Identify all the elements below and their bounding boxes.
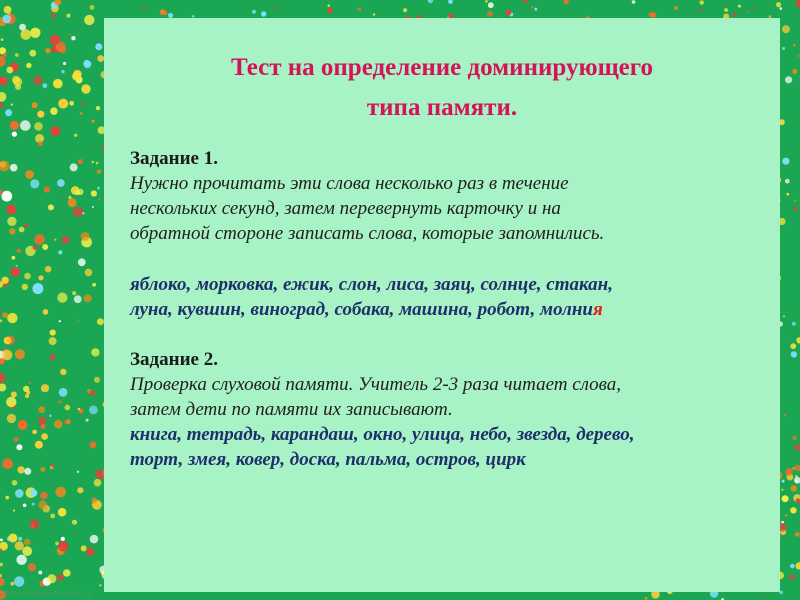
confetti-dot — [99, 584, 101, 586]
confetti-dot — [793, 207, 798, 212]
confetti-dot — [789, 574, 795, 580]
confetti-dot — [50, 330, 56, 336]
confetti-dot — [780, 7, 783, 10]
confetti-dot — [782, 158, 789, 165]
confetti-dot — [30, 179, 39, 188]
confetti-dot — [41, 384, 49, 392]
confetti-dot — [57, 179, 65, 187]
confetti-dot — [142, 5, 145, 8]
confetti-dot — [645, 597, 648, 600]
confetti-dot — [700, 0, 704, 4]
confetti-dot — [55, 487, 66, 498]
confetti-dot — [12, 256, 16, 260]
confetti-dot — [34, 234, 45, 245]
confetti-dot — [81, 84, 90, 93]
watermark: http://linda6035.ucoz.ru/ — [6, 589, 92, 598]
confetti-dot — [49, 337, 57, 345]
confetti-dot — [24, 224, 28, 228]
confetti-dot — [25, 170, 34, 179]
confetti-dot — [97, 169, 102, 174]
confetti-dot — [57, 293, 67, 303]
confetti-dot — [55, 542, 59, 546]
confetti-dot — [26, 63, 31, 68]
confetti-dot — [97, 318, 104, 325]
confetti-dot — [448, 0, 453, 4]
confetti-dot — [63, 62, 66, 65]
confetti-dot — [796, 562, 800, 569]
confetti-dot — [16, 444, 22, 450]
confetti-dot — [0, 76, 8, 85]
confetti-dot — [782, 25, 790, 33]
confetti-dot — [7, 414, 16, 423]
confetti-dot — [38, 275, 43, 280]
confetti-dot — [38, 406, 45, 413]
confetti-dot — [733, 13, 737, 17]
confetti-dot — [794, 465, 800, 472]
confetti-dot — [795, 532, 800, 537]
confetti-dot — [23, 504, 27, 508]
confetti-dot — [33, 76, 43, 86]
confetti-dot — [0, 384, 6, 392]
confetti-dot — [45, 266, 52, 273]
confetti-dot — [49, 414, 52, 417]
task2-words-2: торт, змея, ковер, доска, пальма, остров, цирк — [130, 449, 526, 470]
confetti-dot — [30, 519, 39, 528]
confetti-dot — [17, 466, 24, 473]
confetti-dot — [90, 5, 95, 10]
confetti-dot — [699, 9, 702, 12]
confetti-dot — [11, 267, 20, 276]
confetti-dot — [24, 273, 31, 280]
confetti-dot — [62, 236, 70, 244]
confetti-dot — [782, 47, 785, 50]
confetti-dot — [72, 291, 76, 295]
confetti-dot — [403, 8, 407, 12]
confetti-dot — [90, 535, 99, 544]
confetti-dot — [790, 564, 795, 569]
confetti-dot — [74, 295, 82, 303]
confetti-dot — [674, 6, 678, 10]
confetti-dot — [783, 315, 785, 317]
confetti-dot — [30, 28, 40, 38]
confetti-dot — [50, 464, 54, 468]
confetti-dot — [488, 2, 494, 8]
task2-instruction-1: Проверка слуховой памяти. Учитель 2-3 раза читает слова, — [130, 374, 622, 395]
confetti-dot — [54, 239, 56, 241]
confetti-dot — [72, 73, 80, 81]
confetti-dot — [787, 193, 790, 196]
confetti-dot — [78, 258, 86, 266]
confetti-dot — [15, 349, 25, 359]
confetti-dot — [84, 60, 92, 68]
confetti-dot — [59, 388, 68, 397]
confetti-dot — [96, 162, 99, 165]
confetti-dot — [5, 496, 9, 500]
confetti-dot — [90, 442, 97, 449]
confetti-dot — [7, 313, 17, 323]
confetti-dot — [785, 514, 788, 517]
confetti-dot — [30, 490, 37, 497]
confetti-dot — [63, 569, 71, 577]
confetti-dot — [10, 582, 14, 586]
confetti-dot — [80, 112, 83, 115]
confetti-dot — [58, 250, 62, 254]
confetti-dot — [58, 99, 68, 109]
confetti-dot — [78, 159, 83, 164]
confetti-dot — [65, 405, 71, 411]
confetti-dot — [9, 228, 15, 234]
confetti-dot — [4, 6, 12, 14]
confetti-dot — [29, 382, 31, 384]
confetti-dot — [38, 571, 42, 575]
confetti-dot — [47, 574, 56, 583]
confetti-dot — [82, 102, 85, 105]
confetti-dot — [14, 576, 24, 586]
confetti-dot — [68, 196, 71, 199]
confetti-dot — [0, 92, 6, 102]
confetti-dot — [790, 507, 796, 513]
confetti-dot — [783, 414, 786, 417]
title-line-1: Тест на определение доминирующего — [230, 54, 654, 81]
task1-words-1: яблоко, морковка, ежик, слон, лиса, заяц, солнце, стакан, — [130, 274, 613, 295]
confetti-dot — [75, 190, 80, 195]
confetti-dot — [2, 15, 11, 24]
confetti-dot — [58, 541, 68, 551]
confetti-dot — [785, 179, 790, 184]
confetti-dot — [15, 84, 21, 90]
confetti-dot — [92, 206, 94, 208]
confetti-dot — [38, 417, 46, 425]
confetti-dot — [792, 322, 796, 326]
confetti-dot — [18, 537, 22, 541]
confetti-dot — [506, 10, 512, 16]
confetti-dot — [11, 104, 13, 106]
confetti-dot — [752, 7, 754, 9]
confetti-dot — [85, 269, 93, 277]
confetti-dot — [50, 107, 58, 115]
confetti-dot — [59, 320, 61, 322]
confetti-dot — [1, 38, 4, 41]
confetti-dot — [91, 348, 99, 356]
confetti-dot — [11, 392, 17, 398]
confetti-dot — [8, 534, 17, 543]
confetti-dot — [99, 198, 101, 200]
confetti-dot — [0, 102, 3, 108]
confetti-dot — [4, 337, 12, 345]
task2-words-1: книга, тетрадь, карандаш, окно, улица, небо, звезда, дерево, — [130, 424, 635, 445]
confetti-dot — [81, 232, 90, 241]
confetti-dot — [0, 161, 10, 172]
confetti-dot — [14, 437, 19, 442]
task1-words-2 — [130, 297, 760, 322]
confetti-dot — [776, 2, 781, 7]
confetti-dot — [15, 489, 24, 498]
task1-words-2-last-letter: я — [592, 299, 603, 320]
confetti-dot — [32, 430, 37, 435]
confetti-dot — [71, 36, 75, 40]
confetti-dot — [2, 312, 8, 318]
confetti-dot — [92, 498, 98, 504]
confetti-dot — [0, 311, 1, 314]
confetti-dot — [92, 283, 96, 287]
confetti-dot — [6, 397, 16, 407]
confetti-dot — [22, 546, 32, 556]
confetti-dot — [61, 70, 64, 73]
confetti-dot — [12, 132, 17, 137]
confetti-dot — [77, 487, 83, 493]
task1-heading: Задание 1. — [130, 148, 218, 169]
confetti-dot — [68, 198, 77, 207]
confetti-dot — [92, 161, 94, 163]
confetti-dot — [60, 369, 66, 375]
confetti-dot — [13, 509, 15, 511]
confetti-dot — [41, 433, 48, 440]
confetti-dot — [25, 394, 29, 398]
confetti-dot — [67, 14, 71, 18]
confetti-dot — [50, 126, 60, 136]
confetti-dot — [782, 480, 785, 483]
confetti-dot — [32, 283, 43, 294]
confetti-dot — [6, 67, 13, 74]
confetti-dot — [358, 7, 361, 10]
confetti-dot — [3, 53, 7, 57]
confetti-dot — [782, 495, 789, 502]
confetti-dot — [796, 337, 800, 343]
confetti-dot — [70, 163, 78, 171]
confetti-dot — [73, 207, 84, 218]
confetti-dot — [78, 408, 81, 411]
confetti-dot — [58, 508, 67, 517]
confetti-dot — [37, 111, 44, 118]
confetti-dot — [24, 468, 31, 475]
confetti-dot — [485, 0, 488, 3]
confetti-dot — [794, 444, 800, 450]
confetti-dot — [523, 0, 529, 3]
confetti-dot — [791, 485, 798, 492]
confetti-dot — [791, 351, 797, 357]
task1-instruction-2: нескольких секунд, затем перевернуть карточку и на — [130, 198, 561, 219]
confetti-dot — [795, 0, 800, 7]
confetti-dot — [18, 420, 27, 429]
confetti-dot — [91, 190, 97, 196]
confetti-dot — [42, 244, 48, 250]
confetti-dot — [48, 204, 54, 210]
confetti-dot — [10, 121, 19, 130]
confetti-dot — [26, 391, 30, 395]
confetti-dot — [77, 471, 79, 473]
confetti-dot — [328, 4, 331, 7]
confetti-dot — [44, 187, 50, 193]
confetti-dot — [534, 8, 537, 11]
confetti-dot — [10, 164, 18, 172]
confetti-dot — [32, 503, 35, 506]
confetti-dot — [12, 480, 18, 486]
confetti-dot — [72, 520, 77, 525]
confetti-dot — [0, 578, 5, 586]
confetti-dot — [33, 245, 37, 249]
task1-instruction-3: обратной стороне записать слова, которые запомнились. — [130, 223, 605, 244]
confetti-dot — [792, 436, 796, 440]
confetti-dot — [785, 468, 793, 476]
confetti-dot — [97, 187, 100, 190]
confetti-dot — [7, 217, 16, 226]
confetti-dot — [95, 43, 102, 50]
confetti-dot — [38, 141, 43, 146]
confetti-dot — [5, 109, 12, 116]
confetti-dot — [764, 596, 766, 598]
confetti-dot — [40, 492, 48, 500]
confetti-dot — [794, 200, 796, 202]
confetti-dot — [45, 48, 51, 54]
confetti-dot — [16, 555, 26, 565]
confetti-dot — [781, 489, 783, 491]
confetti-dot — [61, 537, 65, 541]
confetti-dot — [84, 15, 94, 25]
task1-words-2-main: луна, кувшин, виноград, собака, машина, робот, молни — [130, 299, 593, 320]
task2-instruction-2: затем дети по памяти их записывают. — [130, 399, 453, 420]
confetti-dot — [793, 44, 796, 47]
confetti-dot — [327, 8, 333, 14]
confetti-dot — [6, 205, 16, 215]
confetti-dot — [1, 277, 8, 284]
confetti-dot — [19, 227, 25, 233]
confetti-dot — [632, 0, 636, 4]
confetti-dot — [65, 420, 69, 424]
confetti-dot — [96, 106, 100, 110]
confetti-dot — [790, 343, 796, 349]
confetti-dot — [31, 525, 34, 528]
confetti-dot — [15, 541, 24, 550]
confetti-dot — [738, 5, 741, 8]
confetti-dot — [373, 13, 375, 15]
task2-heading: Задание 2. — [130, 349, 218, 370]
confetti-dot — [795, 480, 797, 482]
confetti-dot — [53, 79, 63, 89]
confetti-dot — [0, 373, 6, 384]
confetti-dot — [531, 6, 533, 8]
confetti-dot — [428, 0, 433, 3]
confetti-dot — [15, 53, 19, 57]
confetti-dot — [24, 539, 31, 546]
confetti-dot — [69, 101, 74, 106]
confetti-dot — [38, 501, 47, 510]
confetti-dot — [17, 249, 21, 253]
confetti-dot — [163, 11, 168, 16]
confetti-dot — [29, 50, 36, 57]
confetti-dot — [792, 69, 797, 74]
confetti-dot — [86, 419, 89, 422]
confetti-dot — [20, 120, 31, 131]
confetti-dot — [41, 424, 46, 429]
confetti-dot — [54, 420, 63, 429]
confetti-dot — [94, 377, 100, 383]
confetti-dot — [89, 406, 98, 415]
confetti-dot — [58, 400, 61, 403]
confetti-dot — [43, 309, 49, 315]
confetti-dot — [21, 29, 32, 40]
confetti-dot — [78, 319, 80, 321]
confetti-dot — [28, 563, 36, 571]
confetti-dot — [90, 391, 95, 396]
confetti-dot — [0, 539, 3, 542]
confetti-dot — [50, 514, 55, 519]
slide-body — [130, 146, 760, 472]
confetti-dot — [746, 11, 748, 13]
confetti-dot — [0, 56, 6, 67]
confetti-dot — [91, 120, 94, 123]
confetti-dot — [0, 319, 2, 322]
confetti-dot — [0, 574, 2, 577]
confetti-dot — [43, 83, 48, 88]
confetti-dot — [274, 5, 277, 8]
confetti-dot — [51, 13, 56, 18]
confetti-dot — [69, 33, 71, 35]
confetti-dot — [84, 294, 92, 302]
task1-instruction-1: Нужно прочитать эти слова несколько раз в течение — [130, 173, 569, 194]
slide-title — [104, 48, 780, 128]
confetti-dot — [94, 479, 102, 487]
confetti-dot — [32, 102, 38, 108]
confetti-dot — [0, 563, 3, 566]
confetti-dot — [261, 11, 266, 16]
confetti-dot — [57, 574, 64, 581]
confetti-dot — [487, 11, 493, 17]
confetti-dot — [648, 12, 652, 16]
confetti-dot — [16, 265, 18, 267]
content-panel — [104, 18, 780, 592]
confetti-dot — [86, 548, 94, 556]
confetti-dot — [40, 467, 45, 472]
confetti-dot — [785, 76, 792, 83]
confetti-dot — [252, 10, 256, 14]
confetti-dot — [564, 0, 569, 4]
confetti-dot — [50, 35, 60, 45]
confetti-dot — [35, 441, 43, 449]
confetti-dot — [34, 122, 43, 131]
confetti-dot — [82, 212, 84, 214]
confetti-dot — [81, 545, 87, 551]
confetti-dot — [74, 134, 77, 137]
confetti-dot — [50, 354, 56, 360]
confetti-dot — [22, 284, 28, 290]
confetti-dot — [724, 8, 728, 12]
title-line-2: типа памяти. — [366, 94, 518, 121]
confetti-dot — [2, 459, 13, 470]
